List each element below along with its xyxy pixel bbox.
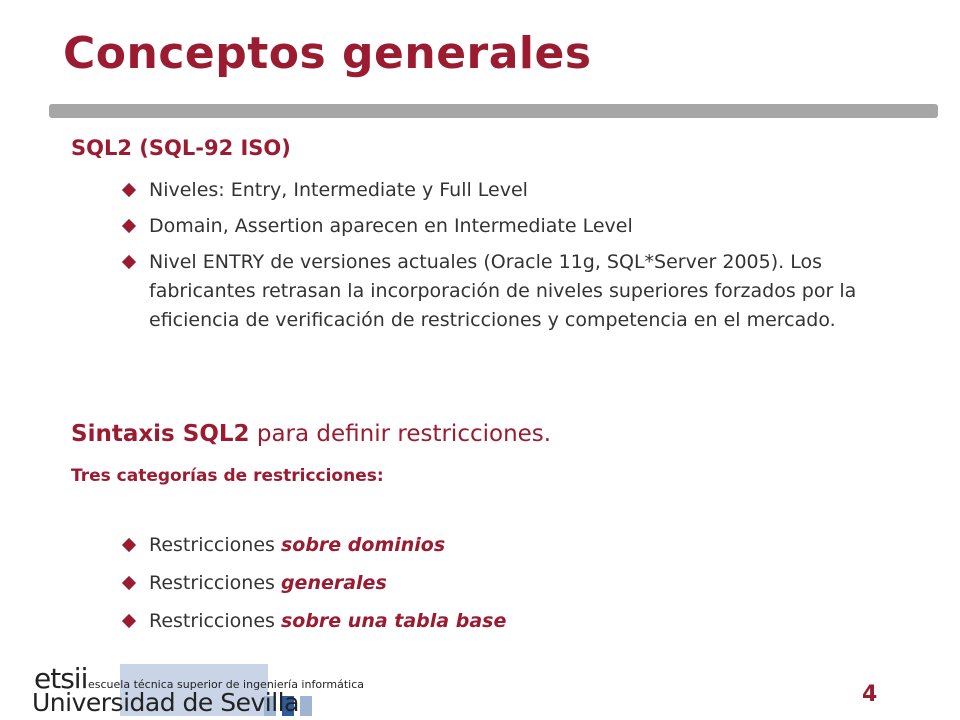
list-item-emphasis: generales <box>280 572 387 594</box>
heading-bold-part: Sintaxis SQL2 <box>71 421 250 447</box>
list-item-emphasis: sobre una tabla base <box>280 610 507 632</box>
diamond-bullet-icon <box>122 255 136 269</box>
page-number: 4 <box>862 682 878 707</box>
slide-title: Conceptos generales <box>63 28 592 79</box>
university-logo <box>30 660 370 720</box>
list-item-text: Nivel ENTRY de versiones actuales (Oracle 11g, SQL*Server 2005). Los fabricantes retrasan la incorporación de niveles superiores forzados por la eficiencia de verificación de restricciones y competencia en el mercado. <box>149 251 857 331</box>
title-divider <box>49 104 938 118</box>
diamond-bullet-icon <box>122 183 136 197</box>
heading-rest-part: para definir restricciones. <box>249 421 552 447</box>
list-item <box>120 531 900 560</box>
list-item-prefix: Restricciones <box>149 572 281 594</box>
list-item <box>120 248 900 335</box>
list-item <box>120 607 900 636</box>
diamond-bullet-icon <box>122 219 136 233</box>
diamond-bullet-icon <box>122 538 136 552</box>
list-item-prefix: Restricciones <box>149 610 281 632</box>
sql2-bullet-list <box>120 176 900 342</box>
diamond-bullet-icon <box>122 614 136 628</box>
subheading-categorias: Tres categorías de restricciones: <box>71 466 384 486</box>
diamond-bullet-icon <box>122 576 136 590</box>
section-heading-sql2: SQL2 (SQL-92 ISO) <box>71 136 291 160</box>
list-item-text: Niveles: Entry, Intermediate y Full Level <box>149 179 528 201</box>
list-item-prefix: Restricciones <box>149 534 281 556</box>
list-item-text: Domain, Assertion aparecen en Intermediate Level <box>149 215 633 237</box>
list-item-emphasis: sobre dominios <box>280 534 446 556</box>
list-item <box>120 176 900 205</box>
logo-university-text: Universidad de Sevilla <box>32 688 299 717</box>
logo-school-text: escuela técnica superior de ingeniería informática <box>88 678 365 691</box>
logo-block <box>300 696 312 716</box>
categories-bullet-list <box>120 531 900 645</box>
section-heading-sintaxis <box>71 421 551 447</box>
list-item <box>120 212 900 241</box>
logo-etsii-text: etsii <box>34 662 88 695</box>
list-item <box>120 569 900 598</box>
